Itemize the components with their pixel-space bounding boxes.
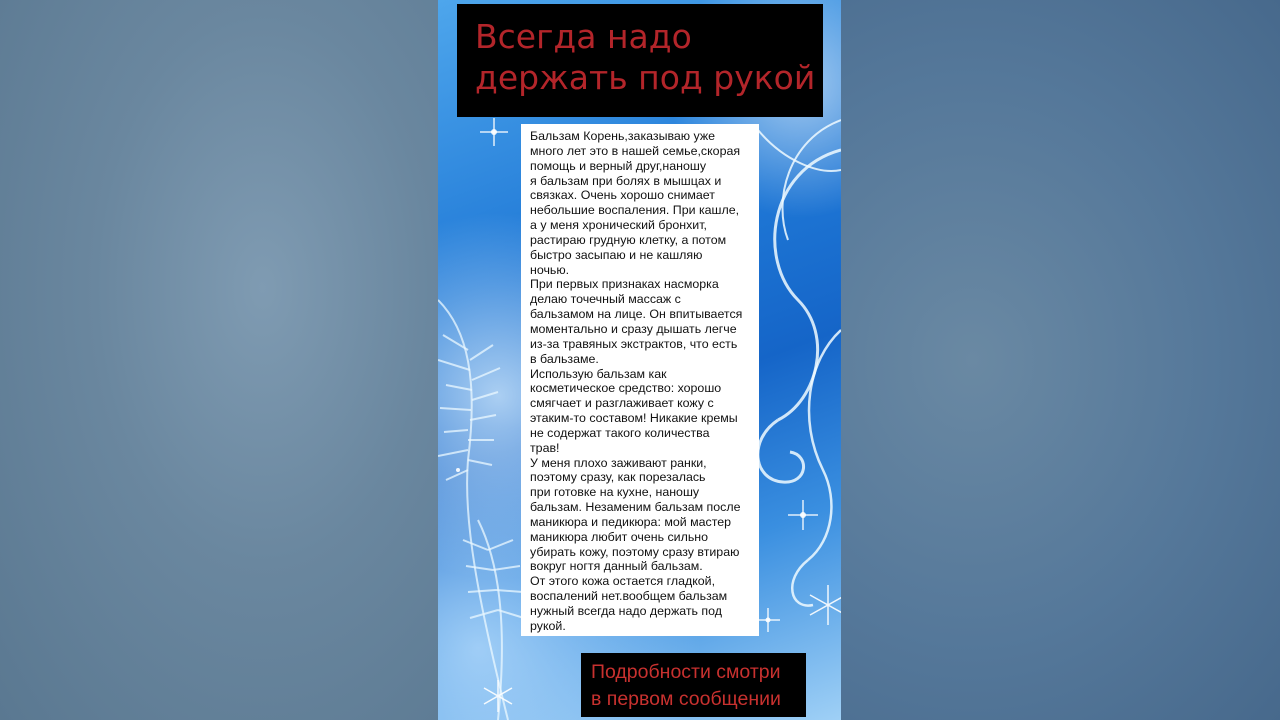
review-line: много лет это в нашей семье,скорая <box>530 143 741 158</box>
headline-line-2: держать под рукой <box>475 58 816 97</box>
review-line: От этого кожа остается гладкой, <box>530 574 716 589</box>
headline-line-1: Всегда надо <box>475 17 692 56</box>
review-line: У меня плохо заживают ранки, <box>530 455 707 470</box>
caption-line-2: в первом сообщении <box>591 688 781 710</box>
review-line: косметическое средство: хорошо <box>530 381 722 396</box>
review-line: я бальзам при болях в мышцах и <box>530 173 722 188</box>
review-line: растираю грудную клетку, а потом <box>530 232 727 247</box>
details-caption-box <box>581 653 806 717</box>
vertical-video-frame <box>438 0 841 720</box>
review-line: связках. Очень хорошо снимает <box>530 188 715 203</box>
review-line: маникюра и педикюра: мой мастер <box>530 514 732 529</box>
review-line: поэтому сразу, как порезалась <box>530 470 706 485</box>
caption-line-1: Подробности смотри <box>591 661 781 683</box>
blurred-background-left <box>0 0 438 720</box>
review-line: Бальзам Корень,заказываю уже <box>530 129 716 143</box>
review-line: бальзамом на лице. Он впитывается <box>530 307 743 322</box>
review-line: трав! <box>530 440 560 455</box>
headline-banner <box>457 4 823 117</box>
review-text-card <box>521 124 759 636</box>
review-line: воспалений нет.вообщем бальзам <box>530 589 728 604</box>
review-line: из-за травяных экстрактов, что есть <box>530 336 738 351</box>
review-line: бальзам. Незаменим бальзам после <box>530 500 741 515</box>
review-line: а у меня хронический бронхит, <box>530 218 707 233</box>
review-line: в бальзаме. <box>530 351 599 366</box>
review-line: этаким-то составом! Никакие кремы <box>530 411 738 426</box>
review-line: небольшие воспаления. При кашле, <box>530 203 740 218</box>
review-line: маникюра любит очень сильно <box>530 529 709 544</box>
review-line: рукой. <box>530 618 566 633</box>
review-line: ночью. <box>530 262 570 277</box>
review-line: При первых признаках насморка <box>530 277 719 292</box>
review-line: смягчает и разглаживает кожу с <box>530 396 714 411</box>
review-line: помощь и верный друг,наношу <box>530 158 707 173</box>
review-line: вокруг ногтя данный бальзам. <box>530 559 703 574</box>
review-line: убирать кожу, поэтому сразу втираю <box>530 544 740 559</box>
review-line: моментально и сразу дышать легче <box>530 321 737 336</box>
review-line: делаю точечный массаж с <box>530 292 681 307</box>
review-line: быстро засыпаю и не кашляю <box>530 247 703 262</box>
review-line: нужный всегда надо держать под <box>530 604 722 618</box>
review-line: не содержат такого количества <box>530 425 710 440</box>
blurred-background-right <box>841 0 1280 720</box>
review-line: Использую бальзам как <box>530 366 667 381</box>
review-line: при готовке на кухне, наношу <box>530 485 700 500</box>
